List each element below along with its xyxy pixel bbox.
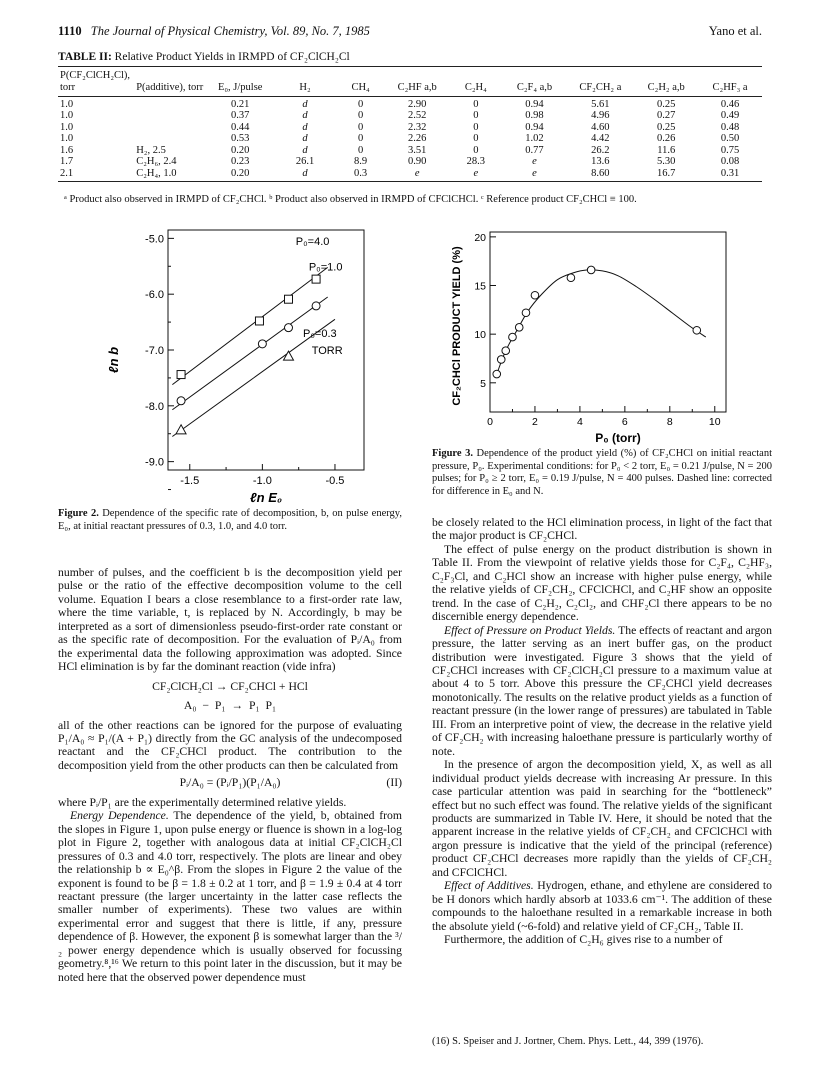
table-row: [58, 168, 762, 182]
x-axis-label: ℓn E₀: [249, 490, 283, 505]
y-axis-label: ℓn b: [106, 346, 121, 374]
table-cell: d: [302, 98, 308, 110]
table-cell: e: [449, 168, 503, 182]
table-cell: d: [302, 121, 308, 133]
paragraph-text: Hydrogen, ethane, and ethylene are considered to be H donors which hardly absorb at 1033.6 cm⁻¹. The addition of these compounds to the haloethane resulted in a remarkable increase in both the absolute yield (~6-fold) and relative yield of CF₂CH₂, Table II.: [432, 879, 772, 933]
table-cell: 0.90: [408, 156, 427, 167]
table-cell: 2.1: [58, 168, 134, 182]
table-cell: 0: [473, 133, 479, 144]
table-cell: 0.98: [525, 110, 544, 121]
series-annotation: P₀=4.0: [295, 236, 330, 249]
table-cell: 28.3: [466, 156, 486, 167]
table-cell: 8.9: [354, 156, 368, 167]
paragraph: In the presence of argon the decomposition yield, X, as well as all individual product yields decrease with increasing Ar pressure. In this case particular attention was paid in searching for the “bottleneck” effect but no such effect was found. The relative yields of the significant products are summarized in Table IV. Here, it should be noted that the apparent increase in the relative yields of CF₂CH₂ and CFClCHCl with argon pressure is indicative that the yield of the principal (reference) product CF₂CHCl decreases more rapidly than the yields of CF₂CH₂ and CFClCHCl.: [432, 758, 772, 879]
figure-3-caption-text: Dependence of the product yield (%) of CF₂CHCl on initial reactant pressure, P₀. Experimental conditions: for P₀ < 2 torr, E₀ = 0.21 J/pulse, N = 200 pulses; for P₀ ≥ 2 torr, E₀ = 0.19 J/pulse, N = 400 pulses. Dashed line: corrected for difference in E₀ and N.: [432, 448, 772, 497]
table-header-cell: P(additive), torr: [134, 67, 206, 95]
figure-3-caption: [432, 448, 772, 498]
table-cell: 8.60: [566, 168, 634, 182]
series-annotation: P₀=1.0: [308, 261, 343, 274]
y-tick-label: 5: [480, 377, 486, 390]
table-cell: d: [274, 168, 336, 182]
table-cell: 0.44: [231, 121, 250, 133]
table-cell: 0.25: [657, 98, 676, 110]
table-cell: 0.49: [720, 110, 740, 121]
table-cell: [134, 96, 206, 110]
x-tick-label: 6: [621, 416, 628, 428]
table-cell: 1.02: [525, 133, 544, 144]
x-tick-label: -1.5: [180, 475, 200, 487]
table-header-cell: P(CF₂ClCH₂Cl), torr: [58, 67, 134, 95]
table-caption: [58, 51, 350, 63]
table-cell: 16.7: [634, 168, 698, 182]
table-cell: 1.6: [60, 144, 74, 156]
table-cell: 0.48: [720, 121, 740, 133]
data-point-circle: [497, 356, 505, 364]
table-row: [58, 145, 762, 157]
equation-ii: [58, 776, 402, 789]
table-cell: 0.75: [720, 144, 740, 156]
reference-footnote: (16) S. Speiser and J. Jortner, Chem. Phys. Lett., 44, 399 (1976).: [432, 1036, 704, 1047]
y-tick-label: -8.0: [145, 400, 164, 413]
data-point-circle: [502, 347, 510, 355]
data-point-circle: [312, 302, 320, 310]
table-cell: 5.61: [591, 98, 610, 110]
table-cell: 0: [473, 144, 479, 156]
section-heading: Energy Dependence.: [70, 809, 169, 823]
equation-ii-tag: (II): [386, 776, 402, 790]
table-cell: 0: [473, 98, 479, 110]
equation-ii-body: Pᵢ/A₀ = (Pᵢ/P₁)(P₁/A₀): [179, 776, 281, 790]
plot-frame: [490, 232, 726, 412]
left-column: [58, 566, 402, 984]
journal-title: The Journal of Physical Chemistry, Vol. 89, No. 7, 1985: [90, 24, 370, 38]
table-cell: C₂H₄, 1.0: [134, 168, 206, 182]
section-heading: Effect of Additives.: [444, 879, 534, 893]
paragraph: be closely related to the HCl elimination process, in light of the fact that the major product is CF₂CHCl.: [432, 516, 772, 543]
series-annotation: P₀=0.3: [303, 328, 337, 341]
x-tick-label: -0.5: [325, 475, 345, 487]
x-tick-label: -1.0: [252, 475, 272, 487]
y-tick-label: -6.0: [145, 289, 164, 302]
table-row: [58, 96, 762, 110]
table-cell: d: [302, 144, 308, 156]
table-header-row: [58, 67, 762, 95]
right-column: [432, 516, 772, 947]
table-header-cell: C₂HF a,b: [385, 67, 449, 95]
authors: Yano et al.: [708, 24, 762, 38]
table-cell: 0.23: [231, 156, 250, 167]
table-cell: 3.51: [408, 144, 427, 156]
paragraph: [432, 624, 772, 759]
y-tick-label: 20: [474, 231, 486, 244]
table-cell: 11.6: [657, 144, 676, 156]
table-cell: 0: [473, 121, 479, 133]
fit-line: [172, 297, 327, 410]
y-tick-label: -9.0: [145, 456, 164, 469]
data-point-triangle: [176, 425, 186, 434]
table-cell: [134, 122, 206, 134]
paragraph: all of the other reactions can be ignored for the purpose of evaluating P₁/A₀ ≈ P₁/(A + P₁) directly from the GC analysis of the undecomposed reactant and the CF₂CHCl product. The contribution to the decomposition yield from the other products can then be calculated from: [58, 718, 402, 772]
table-cell: 0.26: [657, 133, 676, 144]
product-yields-table: [58, 66, 762, 182]
x-tick-label: 8: [666, 416, 673, 428]
figure-2-caption-label: Figure 2.: [58, 508, 99, 519]
table-cell: 1.0: [60, 110, 74, 121]
figure-3-chart: [440, 226, 750, 446]
data-point-square: [312, 275, 320, 283]
table-cell: 0: [357, 110, 364, 121]
table-cell: 0.94: [525, 121, 544, 133]
table-cell: 0.20: [231, 144, 250, 156]
section-heading: Effect of Pressure on Product Yields.: [444, 623, 616, 637]
table-cell: [134, 110, 206, 122]
table-cell: e: [532, 156, 537, 167]
figure-2-caption: [58, 508, 402, 533]
data-point-circle: [531, 291, 539, 299]
paragraph: [58, 809, 402, 984]
table-cell: 5.30: [657, 156, 676, 167]
table-cell: 0: [357, 144, 364, 156]
table-cell: 0.20: [206, 168, 274, 182]
x-tick-label: 4: [576, 416, 583, 428]
table-cell: 0.77: [525, 144, 544, 156]
page-number: 1110: [58, 24, 82, 38]
x-tick-label: 0: [487, 416, 493, 428]
table-cell: 0.27: [657, 110, 676, 121]
data-point-square: [177, 371, 185, 379]
x-tick-label: 10: [708, 416, 721, 428]
table-cell: e: [503, 168, 567, 182]
data-point-square: [255, 317, 263, 325]
table-cell: 26.1: [295, 156, 315, 167]
table-header-cell: C₂H₂ a,b: [634, 67, 698, 95]
data-point-circle: [515, 324, 523, 332]
table-caption-label: TABLE II:: [58, 51, 112, 63]
table-header-cell: E₀, J/pulse: [206, 67, 274, 95]
paragraph: number of pulses, and the coefficient b is the decomposition yield per pulse or the ratio of the effective decomposition volume to the cell volume. Equation I bears a close resemblance to a first-order rate law, where the time variable, t, is replaced by N. Accordingly, b may be interpreted as a sort of dimensionless pseudo-first-order rate constant or as the specific rate of decomposition. For the evaluation of Pᵢ/A₀ from the experimental data the following approximation was adopted. Since HCl elimination is by far the dominant reaction (vide infra): [58, 566, 402, 674]
figure-3-caption-label: Figure 3.: [432, 448, 473, 459]
table-cell: 0.3: [336, 168, 385, 182]
y-tick-label: -7.0: [145, 345, 164, 357]
table-row: [58, 122, 762, 134]
table-cell: H₂, 2.5: [136, 144, 166, 156]
table-cell: 1.0: [60, 133, 74, 144]
figure-2-caption-text: Dependence of the specific rate of decomposition, b, on pulse energy, E₀, at initial reactant pressures of 0.3, 1.0, and 4.0 torr.: [58, 508, 402, 532]
figure-2-chart: [104, 226, 384, 506]
table-cell: 1.7: [60, 156, 74, 167]
table-cell: e: [385, 168, 449, 182]
y-tick-label: -5.0: [145, 233, 164, 246]
table-cell: 26.2: [591, 144, 610, 156]
table-caption-text: Relative Product Yields in IRMPD of CF₂ClCH₂Cl: [114, 51, 350, 63]
table-cell: C₂H₆, 2.4: [136, 156, 177, 167]
table-cell: 0.25: [657, 121, 676, 133]
table-cell: 2.26: [408, 133, 427, 144]
table-header-cell: C₂HF₃ a: [698, 67, 762, 95]
data-point-circle: [285, 324, 293, 332]
table-cell: 0.50: [720, 133, 740, 144]
table-cell: 0.31: [698, 168, 762, 182]
table-row: [58, 110, 762, 122]
table-cell: 2.90: [408, 98, 427, 110]
table-cell: d: [302, 110, 308, 121]
table-cell: d: [302, 133, 308, 144]
table-footnote: ᵃ Product also observed in IRMPD of CF₂CHCl. ᵇ Product also observed in IRMPD of CFClCHCl. ᶜ Reference product CF₂CHCl ≡ 100.: [64, 194, 637, 205]
reaction-stoichiometry: A₀ − P₁ → P₁ P₁: [183, 699, 277, 713]
paragraph-text: The dependence of the yield, b, obtained from the slopes in Figure 1, upon pulse energy or fluence is shown in a log-log plot in Figure 2, together with analogous data at initial CF₂ClCH₂Cl pressures of 0.3 and 4.0 torr, respectively. The plots are linear and obey the relationship b ∝ E₀^β. From the slopes in Figure 2 the value of the exponent is found to be β = 1.8 ± 0.2 at 1 torr, and β = 1.9 ± 0.4 at 4 torr reactant pressure (the larger uncertainty in the latter case reflects the smaller number of experiments). These two values are within experimental error and suggest that there is little, if any, pressure dependence of β. However, the exponent β is somewhat larger than the ³/₂ power energy dependence which is usually observed for focussing geometry.⁸,¹⁶ We return to this point later in the discussion, but it may be noted here that the observed power dependence must: [58, 809, 402, 984]
data-point-circle: [509, 333, 517, 341]
paragraph: The effect of pulse energy on the product distribution is shown in Table II. From the viewpoint of relative yields those for C₂F₄, C₂HF₃, C₂F₃Cl, and C₂HCl show an increase with higher pulse energy, while the relative yields of CF₂CH₂, CFClCHCl, and C₂HF show an opposite trend. In the case of C₂H₂, C₂Cl₂, and CHF₂Cl there appears to be no discernible energy dependence.: [432, 542, 772, 624]
table-cell: 0: [357, 133, 364, 144]
table-header-cell: H₂: [274, 67, 336, 95]
table-cell: 4.60: [591, 121, 610, 133]
data-point-circle: [567, 274, 575, 282]
paragraph: [432, 879, 772, 933]
table-cell: 0.46: [720, 98, 740, 110]
data-point-square: [285, 295, 293, 303]
data-point-circle: [522, 309, 530, 317]
data-point-circle: [693, 326, 701, 334]
table-row: [58, 156, 762, 168]
x-axis-label: P₀ (torr): [595, 431, 641, 445]
table-cell: 13.6: [591, 156, 610, 167]
data-point-circle: [258, 340, 266, 348]
table-cell: 0.94: [525, 98, 544, 110]
table-header-cell: CH₄: [336, 67, 385, 95]
table-header-cell: C₂H₄: [449, 67, 503, 95]
table-cell: 2.52: [408, 110, 427, 121]
table-row: [58, 133, 762, 145]
data-point-circle: [587, 266, 595, 274]
y-tick-label: 15: [474, 280, 486, 293]
running-header: [58, 24, 762, 44]
fit-line: [172, 267, 327, 384]
x-tick-label: 2: [532, 416, 538, 428]
table-header-cell: C₂F₄ a,b: [503, 67, 567, 95]
table-cell: 0.37: [231, 110, 250, 121]
y-axis-label: CF₂CHCl PRODUCT YIELD (%): [451, 246, 463, 406]
table-cell: 2.32: [408, 121, 427, 133]
table-header-cell: CF₂CH₂ a: [566, 67, 634, 95]
paragraph: where Pᵢ/P₁ are the experimentally determined relative yields.: [58, 795, 347, 809]
yield-curve: [497, 270, 706, 374]
series-annotation: TORR: [311, 344, 343, 357]
data-point-circle: [493, 370, 501, 378]
table-cell: 0.21: [231, 98, 250, 110]
table-cell: 1.0: [60, 98, 74, 110]
paragraph-text: The effects of reactant and argon pressure, the latter serving as an inert buffer gas, on the product distribution were investigated. Figure 3 shows that the yield of CF₂CHCl increases with CF₂ClCH₂Cl pressure to a maximum value at about 4 to 5 torr. Above this pressure the CF₂CHCl yield decreases monotonically. The results on the relative product yields as a function of reactant pressure (in the lower range of pressures) are tabulated in Table III. From an interpretive point of view, the decrease in the relative yield of CF₂CH₂ with increasing haloethane pressure is particularly worthy of note.: [432, 623, 772, 758]
table-cell: [134, 133, 206, 145]
table-cell: 0.53: [231, 133, 250, 144]
reaction-equation: CF₂ClCH₂Cl → CF₂CHCl + HCl: [152, 679, 308, 693]
y-tick-label: 10: [474, 329, 486, 342]
table-cell: 0.08: [720, 156, 740, 167]
paragraph: Furthermore, the addition of C₂H₆ gives rise to a number of: [444, 933, 723, 947]
data-point-circle: [177, 397, 185, 405]
table-cell: 0: [357, 98, 364, 110]
table-cell: 4.96: [591, 110, 610, 121]
table-cell: 0: [357, 121, 364, 133]
table-cell: 1.0: [60, 121, 74, 133]
table-cell: 4.42: [591, 133, 610, 144]
table-cell: 0: [473, 110, 479, 121]
